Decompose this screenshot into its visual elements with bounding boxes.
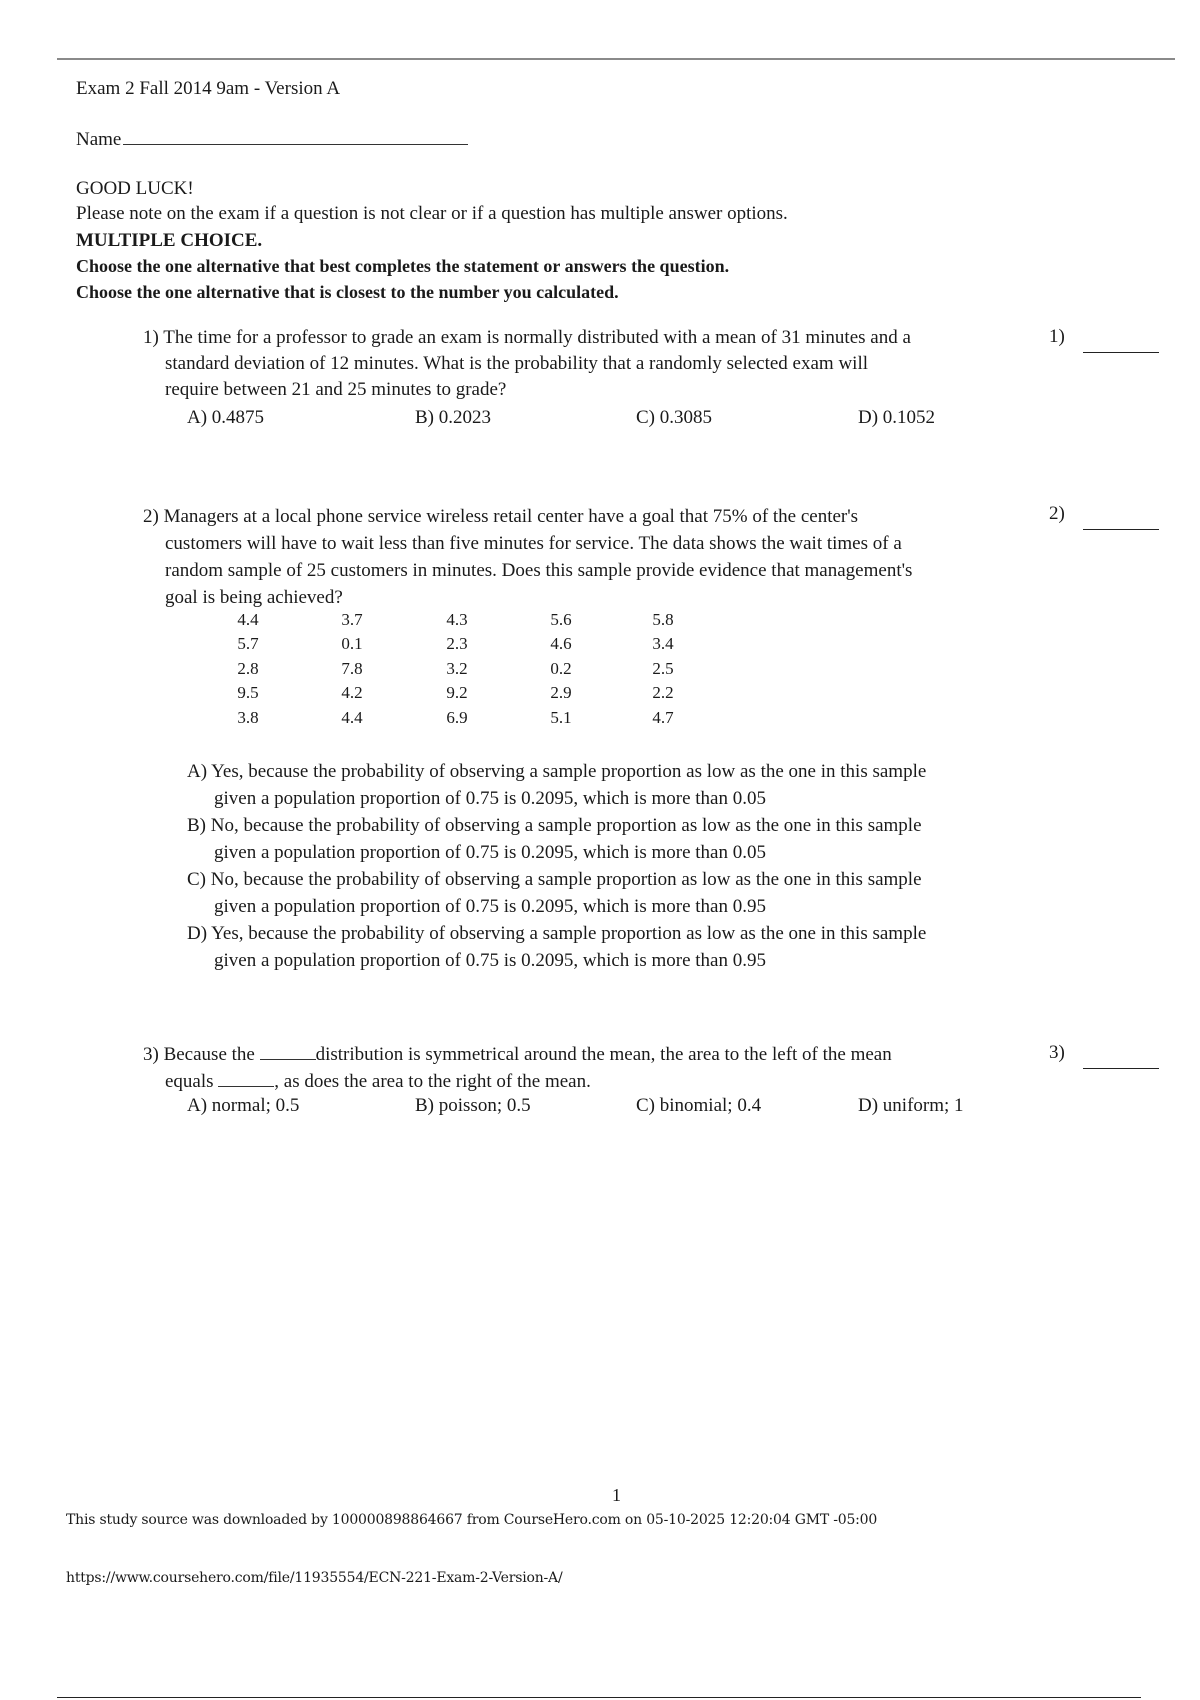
question-text-line: goal is being achieved? [165,587,343,608]
option-2c[interactable] [187,866,926,920]
option-text-line: given a population proportion of 0.75 is 0.2095, which is more than 0.95 [214,896,766,917]
table-cell: 9.5 [237,683,259,702]
question-text-fragment: , as does the area to the right of the mean. [274,1071,591,1092]
table-cell: 2.2 [652,683,674,702]
question-text-fragment: equals [165,1071,219,1092]
table-cell: 4.4 [237,610,259,629]
page-number: 1 [612,1485,621,1505]
question-text-line: customers will have to wait less than five minutes for service. The data shows the wait times of a [165,533,902,554]
question-text-line: random sample of 25 customers in minutes. Does this sample provide evidence that management's [165,560,913,581]
wait-times-table [223,608,693,732]
bottom-rule [57,1697,1141,1698]
option-3d[interactable]: D) uniform; 1 [858,1095,964,1116]
table-cell: 2.5 [652,659,674,678]
source-url[interactable]: https://www.coursehero.com/file/11935554/ECN-221-Exam-2-Version-A/ [66,1570,563,1586]
name-label: Name [76,129,122,150]
option-text-line: given a population proportion of 0.75 is 0.2095, which is more than 0.05 [214,842,766,863]
option-1c[interactable]: C) 0.3085 [636,407,712,428]
table-cell: 0.1 [341,634,363,653]
option-1d[interactable]: D) 0.1052 [858,407,936,428]
table-cell: 5.6 [550,610,572,629]
answer-label-3: 3) [1049,1042,1065,1063]
top-rule [57,58,1175,60]
option-2d[interactable] [187,920,926,974]
option-1a[interactable]: A) 0.4875 [187,407,265,428]
table-cell: 3.8 [237,708,259,727]
table-cell: 6.9 [446,708,468,727]
table-cell: 2.8 [237,659,259,678]
question-text-line: 1) The time for a professor to grade an exam is normally distributed with a mean of 31 minutes and a [143,327,911,348]
table-cell: 5.8 [652,610,674,629]
answer-label-1: 1) [1049,326,1065,347]
table-cell: 2.9 [550,683,572,702]
name-field-row [76,127,468,151]
option-1b[interactable]: B) 0.2023 [415,407,491,428]
option-3a[interactable]: A) normal; 0.5 [187,1095,300,1116]
option-text-line: given a population proportion of 0.75 is 0.2095, which is more than 0.95 [214,950,766,971]
table-cell: 2.3 [446,634,468,653]
question-text-line: 2) Managers at a local phone service wireless retail center have a goal that 75% of the center's [143,506,859,527]
table-cell: 5.7 [237,634,259,653]
table-cell: 4.7 [652,708,674,727]
option-2a[interactable] [187,758,926,812]
table-cell: 5.1 [550,708,572,727]
instruction-2: Choose the one alternative that is closest to the number you calculated. [76,282,619,302]
option-text-line: C) No, because the probability of observing a sample proportion as low as the one in this sample [187,869,922,890]
question-text-line: standard deviation of 12 minutes. What is the probability that a randomly selected exam will [165,353,868,374]
option-text-line: given a population proportion of 0.75 is 0.2095, which is more than 0.05 [214,788,766,809]
table-cell: 9.2 [446,683,468,702]
table-cell: 4.4 [341,708,363,727]
table-cell: 7.8 [341,659,363,678]
option-3b[interactable]: B) poisson; 0.5 [415,1095,531,1116]
option-text-line: A) Yes, because the probability of observing a sample proportion as low as the one in this sample [187,761,927,782]
option-text-line: D) Yes, because the probability of observing a sample proportion as low as the one in this sample [187,923,927,944]
option-text-line: B) No, because the probability of observing a sample proportion as low as the one in this sample [187,815,922,836]
exam-note: Please note on the exam if a question is not clear or if a question has multiple answer options. [76,203,788,224]
download-source-note: This study source was downloaded by 100000898864667 from CourseHero.com on 05-10-2025 12:20:04 GMT -05:00 [66,1512,878,1528]
name-blank-line[interactable] [123,127,468,145]
question-2 [143,503,912,611]
option-3c[interactable]: C) binomial; 0.4 [636,1095,762,1116]
answer-blank-2[interactable] [1083,529,1159,530]
answer-blank-1[interactable] [1083,352,1159,353]
table-cell: 3.2 [446,659,468,678]
table-cell: 0.2 [550,659,572,678]
section-heading: MULTIPLE CHOICE. [76,230,263,251]
exam-title: Exam 2 Fall 2014 9am - Version A [76,78,341,99]
question-1 [143,325,911,403]
answer-label-2: 2) [1049,503,1065,524]
table-cell: 3.7 [341,610,363,629]
question-text-line: require between 21 and 25 minutes to grade? [165,379,507,400]
question-3 [143,1041,892,1095]
instruction-1: Choose the one alternative that best completes the statement or answers the question. [76,256,730,276]
answer-blank-3[interactable] [1083,1068,1159,1069]
question-text-fragment: 3) Because the [143,1044,260,1065]
good-luck-text: GOOD LUCK! [76,178,194,199]
table-cell: 4.2 [341,683,363,702]
option-2b[interactable] [187,812,926,866]
table-cell: 4.3 [446,610,468,629]
fill-blank-1[interactable] [260,1042,316,1060]
question-text-fragment: distribution is symmetrical around the mean, the area to the left of the mean [315,1044,892,1065]
question-2-options [187,758,926,974]
table-cell: 4.6 [550,634,572,653]
table-cell: 3.4 [652,634,674,653]
fill-blank-2[interactable] [218,1069,274,1087]
